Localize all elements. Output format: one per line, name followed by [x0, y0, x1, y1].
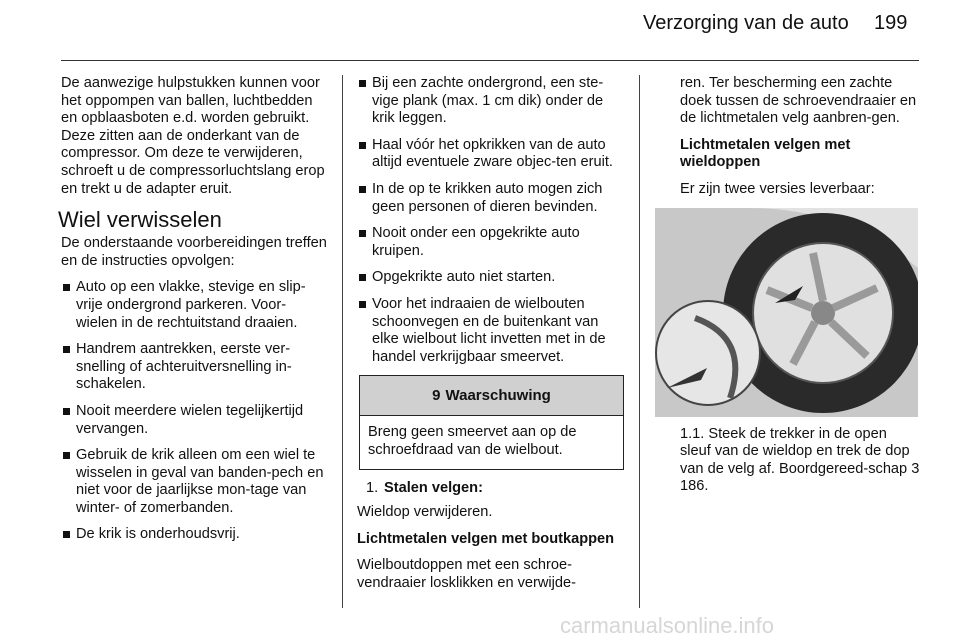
caption-text: 1.1. Steek de trekker in de open sleuf van de wieldop en trek de dop van de velg af. Boordgereed-schap: [680, 425, 912, 477]
step-title: Stalen velgen:: [384, 479, 483, 496]
list-item: Nooit meerdere wielen tegelijkertijd vervangen.: [61, 403, 327, 438]
step-subheading: Lichtmetalen velgen met boutkappen: [357, 530, 615, 547]
list-item: De krik is onderhoudsvrij.: [61, 526, 327, 544]
warning-title: Waarschuwing: [445, 387, 551, 405]
step-text: Wieldop verwijderen.: [357, 504, 493, 521]
header-rule: [61, 60, 919, 61]
step-subtext: Wielboutdoppen met een schroe-vendraaier losklikken en verwijde-: [357, 557, 577, 591]
wheel-cover-illustration: [655, 208, 918, 417]
column-left: [58, 75, 327, 553]
page-number: 199: [874, 12, 908, 34]
list-item: Bij een zachte ondergrond, een ste-vige plank (max. 1 cm dik) onder de krik leggen.: [357, 75, 623, 128]
list-item: Haal vóór het opkrikken van de auto altijd eventuele zware objec-ten eruit.: [357, 137, 623, 172]
figure-caption: [680, 426, 920, 496]
step-item: [357, 480, 623, 498]
list-item: Handrem aantrekken, eerste ver-snelling of achteruitversnelling in-schakelen.: [61, 341, 327, 394]
continued-paragraph: ren. Ter bescherming een zachte doek tussen de schroevendraaier en de lichtmetalen velg aanbren-gen.: [680, 75, 917, 127]
list-item: Nooit onder een opgekrikte auto kruipen.: [357, 225, 623, 260]
intro-paragraph: De aanwezige hulpstukken kunnen voor het oppompen van ballen, luchtbedden en opblaasboten e.d. worden gebruikt. Deze zitten aan de onderkant van de compressor. Om deze te verwijderen, schroeft u de compressorluchtslang erop en trekt u de adapter eruit.: [61, 75, 325, 197]
bullet-list: [61, 279, 327, 544]
subheading: Lichtmetalen velgen met wieldoppen: [680, 136, 851, 171]
column-middle: [357, 75, 623, 601]
list-item: Auto op een vlakke, stevige en slip-vrije ondergrond parkeren. Voor-wielen in de rechtuitstand draaien.: [61, 279, 327, 332]
lead-paragraph: De onderstaande voorbereidingen treffen en de instructies opvolgen:: [61, 235, 327, 269]
step-number: 1.: [366, 479, 379, 496]
xref-arrow-icon: 3: [911, 460, 920, 477]
warning-box: [359, 375, 624, 469]
warning-icon: 9: [432, 387, 441, 405]
list-item: Gebruik de krik alleen om een wiel te wisselen in geval van banden-pech en niet voor de jaarlijkse mon-tage van winter- of zomerbanden.: [61, 447, 327, 517]
list-item: Opgekrikte auto niet starten.: [357, 269, 623, 287]
running-header-title: Verzorging van de auto: [643, 12, 849, 34]
list-item: In de op te krikken auto mogen zich geen personen of dieren bevinden.: [357, 181, 623, 216]
bullet-list: [357, 75, 623, 366]
column-divider: [639, 75, 640, 608]
column-right: [680, 75, 920, 505]
xref-page: 186.: [680, 478, 709, 495]
section-title: Wiel verwisselen: [58, 207, 222, 233]
column-divider: [342, 75, 343, 608]
watermark: carmanualsonline.info: [560, 613, 775, 638]
warning-text: Breng geen smeervet aan op de schroefdraad van de wielbout.: [368, 424, 577, 458]
warning-header: [360, 376, 623, 416]
list-item: Voor het indraaien de wielbouten schoonvegen en de buitenkant van elke wielbout licht invetten met in de handel verkrijgbaar smeervet.: [357, 296, 623, 366]
versions-paragraph: Er zijn twee versies leverbaar:: [680, 180, 875, 197]
